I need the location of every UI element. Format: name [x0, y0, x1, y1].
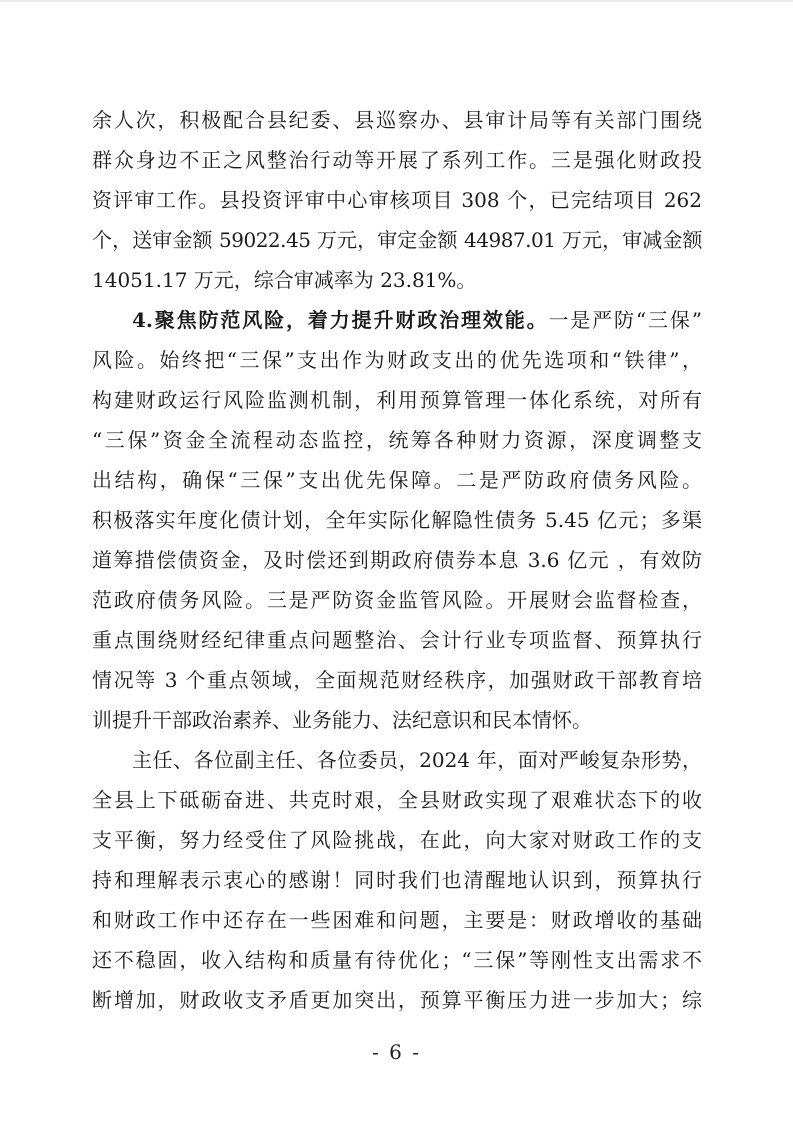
text-line: 主任、各位副主任、各位委员，2024 年，面对严峻复杂形势，: [132, 748, 702, 772]
section-heading-continuation: 一是严防“三保”: [548, 308, 702, 332]
text-line: 构建财政运行风险监测机制，利用预算管理一体化系统，对所有: [92, 388, 702, 412]
text-line: 14051.17 万元，综合审减率为 23.81%。: [92, 268, 477, 292]
text-line: 道筹措偿债资金，及时偿还到期政府债券本息 3.6 亿元 ，有效防: [92, 548, 702, 572]
text-line: 持和理解表示衷心的感谢！同时我们也清醒地认识到，预算执行: [92, 868, 702, 892]
document-text-block: [92, 100, 702, 1020]
text-line: 全县上下砥砺奋进、共克时艰，全县财政实现了艰难状态下的收: [92, 788, 702, 812]
text-line: 积极落实年度化债计划，全年实际化解隐性债务 5.45 亿元；多渠: [92, 508, 702, 532]
text-line: 群众身边不正之风整治行动等开展了系列工作。三是强化财政投: [92, 148, 702, 172]
text-line: 个，送审金额 59022.45 万元，审定金额 44987.01 万元，审减金额: [92, 228, 702, 252]
text-line: 风险。始终把“三保”支出作为财政支出的优先选项和“铁律”，: [92, 348, 702, 372]
text-line: 支平衡，努力经受住了风险挑战，在此，向大家对财政工作的支: [92, 828, 702, 852]
text-line: 断增加，财政收支矛盾更加突出，预算平衡压力进一步加大；综: [92, 988, 702, 1012]
text-line: 情况等 3 个重点领域，全面规范财经秩序，加强财政干部教育培: [92, 668, 702, 692]
text-line: 训提升干部政治素养、业务能力、法纪意识和民本情怀。: [92, 708, 592, 732]
text-line: 资评审工作。县投资评审中心审核项目 308 个，已完结项目 262: [92, 188, 702, 212]
page-number: - 6 -: [372, 1040, 421, 1064]
page-top-edge: [0, 0, 793, 2]
text-line: “三保”资金全流程动态监控，统筹各种财力资源，深度调整支: [92, 428, 702, 452]
text-line: 重点围绕财经纪律重点问题整治、会计行业专项监督、预算执行: [92, 628, 702, 652]
text-line: 出结构，确保“三保”支出优先保障。二是严防政府债务风险。: [92, 468, 702, 492]
text-line: 范政府债务风险。三是严防资金监管风险。开展财会监督检查，: [92, 588, 702, 612]
text-line: 余人次，积极配合县纪委、县巡察办、县审计局等有关部门围绕: [92, 108, 702, 132]
text-line-section-heading: [92, 300, 702, 340]
text-line: 和财政工作中还存在一些困难和问题，主要是：财政增收的基础: [92, 908, 702, 932]
section-heading: 4.聚焦防范风险，着力提升财政治理效能。: [132, 308, 549, 332]
text-line: 还不稳固，收入结构和质量有待优化；“三保”等刚性支出需求不: [92, 948, 702, 972]
